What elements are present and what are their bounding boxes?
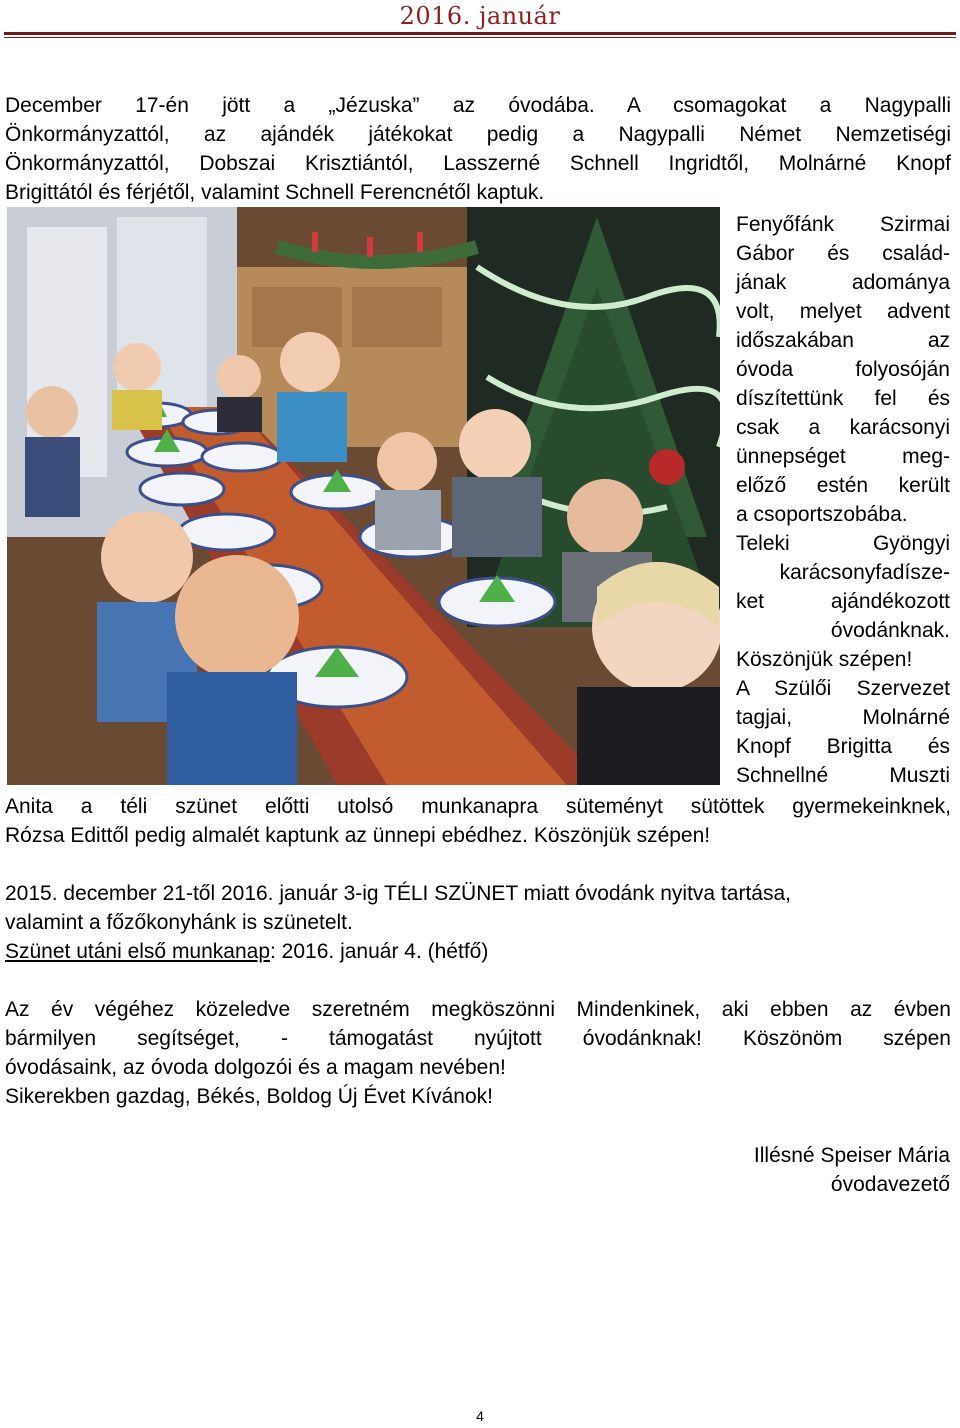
closing-line: óvodásaink, az óvoda dolgozói és a magam nevében! bbox=[5, 1056, 506, 1079]
header-title: 2016. január bbox=[399, 2, 561, 30]
christmas-party-photo bbox=[7, 207, 720, 785]
holiday-line: valamint a főzőkonyhánk is szünetelt. bbox=[5, 911, 353, 934]
side-line: Teleki Gyöngyi bbox=[736, 532, 950, 555]
side-line: tagjai, Molnárné bbox=[736, 706, 950, 729]
side-line: a csoportszobába. bbox=[736, 503, 908, 526]
side-line: volt, melyet advent bbox=[736, 300, 950, 323]
side-line: jának adománya bbox=[736, 271, 950, 294]
intro-line: Önkormányzattól, az ajándék játékokat pedig a Nagypalli Német Nemzetiségi bbox=[5, 123, 951, 146]
side-line: ket ajándékozott bbox=[736, 590, 950, 613]
side-line: óvoda folyosóján bbox=[736, 358, 950, 381]
first-workday-label: Szünet utáni első munkanap bbox=[5, 940, 271, 963]
side-line: időszakában az bbox=[736, 329, 950, 352]
signature-role: óvodavezető bbox=[830, 1173, 950, 1196]
intro-line: Brigittától és férjétől, valamint Schnell Ferencnétől kaptuk. bbox=[5, 181, 545, 204]
side-line: Schnellné Muszti bbox=[736, 764, 950, 787]
side-line: Knopf Brigitta és bbox=[736, 735, 950, 758]
first-workday-line bbox=[5, 937, 951, 966]
side-line: Gábor és család- bbox=[736, 242, 950, 265]
side-line: A Szülői Szervezet bbox=[736, 677, 950, 700]
side-line: Fenyőfánk Szirmai bbox=[736, 213, 950, 236]
closing-line: Az év végéhez közeledve szeretném megköszönni Mindenkinek, aki ebben az évben bbox=[5, 998, 951, 1021]
side-line: díszítettünk fel és bbox=[736, 387, 950, 410]
header-rule-thin bbox=[4, 37, 956, 38]
side-line: karácsonyfadísze- bbox=[779, 561, 950, 584]
side-paragraph bbox=[736, 210, 950, 790]
continuation-line: Rózsa Edittől pedig almalét kaptunk az ünnepi ebédhez. Köszönjük szépen! bbox=[5, 824, 711, 847]
closing-line: bármilyen segítséget, - támogatást nyújtott óvodánknak! Köszönöm szépen bbox=[5, 1027, 951, 1050]
holiday-paragraph bbox=[5, 879, 951, 966]
side-line: előző estén került bbox=[736, 474, 950, 497]
continuation-line: Anita a téli szünet előtti utolsó munkanapra süteményt sütöttek gyermekeinknek, bbox=[5, 795, 951, 818]
side-line: csak a karácsonyi bbox=[736, 416, 950, 439]
closing-paragraph bbox=[5, 995, 951, 1111]
continuation-paragraph bbox=[5, 792, 951, 850]
photo-illustration bbox=[7, 207, 720, 785]
side-line: Köszönjük szépen! bbox=[736, 648, 913, 671]
signature-block bbox=[754, 1141, 950, 1199]
side-line: ünnepséget meg- bbox=[736, 445, 950, 468]
signature-name: Illésné Speiser Mária bbox=[753, 1144, 950, 1167]
header-rule bbox=[4, 32, 956, 35]
side-line: óvodánknak. bbox=[830, 619, 950, 642]
intro-line: Önkormányzattól, Dobszai Krisztiántól, Lasszerné Schnell Ingridtől, Molnárné Knopf bbox=[5, 152, 951, 175]
closing-line: Sikerekben gazdag, Békés, Boldog Új Évet Kívánok! bbox=[5, 1085, 493, 1108]
first-workday-value: : 2016. január 4. (hétfő) bbox=[270, 940, 489, 963]
intro-paragraph bbox=[5, 91, 951, 207]
page-header bbox=[0, 0, 960, 36]
holiday-line: 2015. december 21-től 2016. január 3-ig TÉLI SZÜNET miatt óvodánk nyitva tartása, bbox=[5, 882, 791, 905]
intro-line: December 17-én jött a „Jézuska” az óvodába. A csomagokat a Nagypalli bbox=[5, 94, 951, 117]
page-number: 4 bbox=[476, 1408, 484, 1424]
